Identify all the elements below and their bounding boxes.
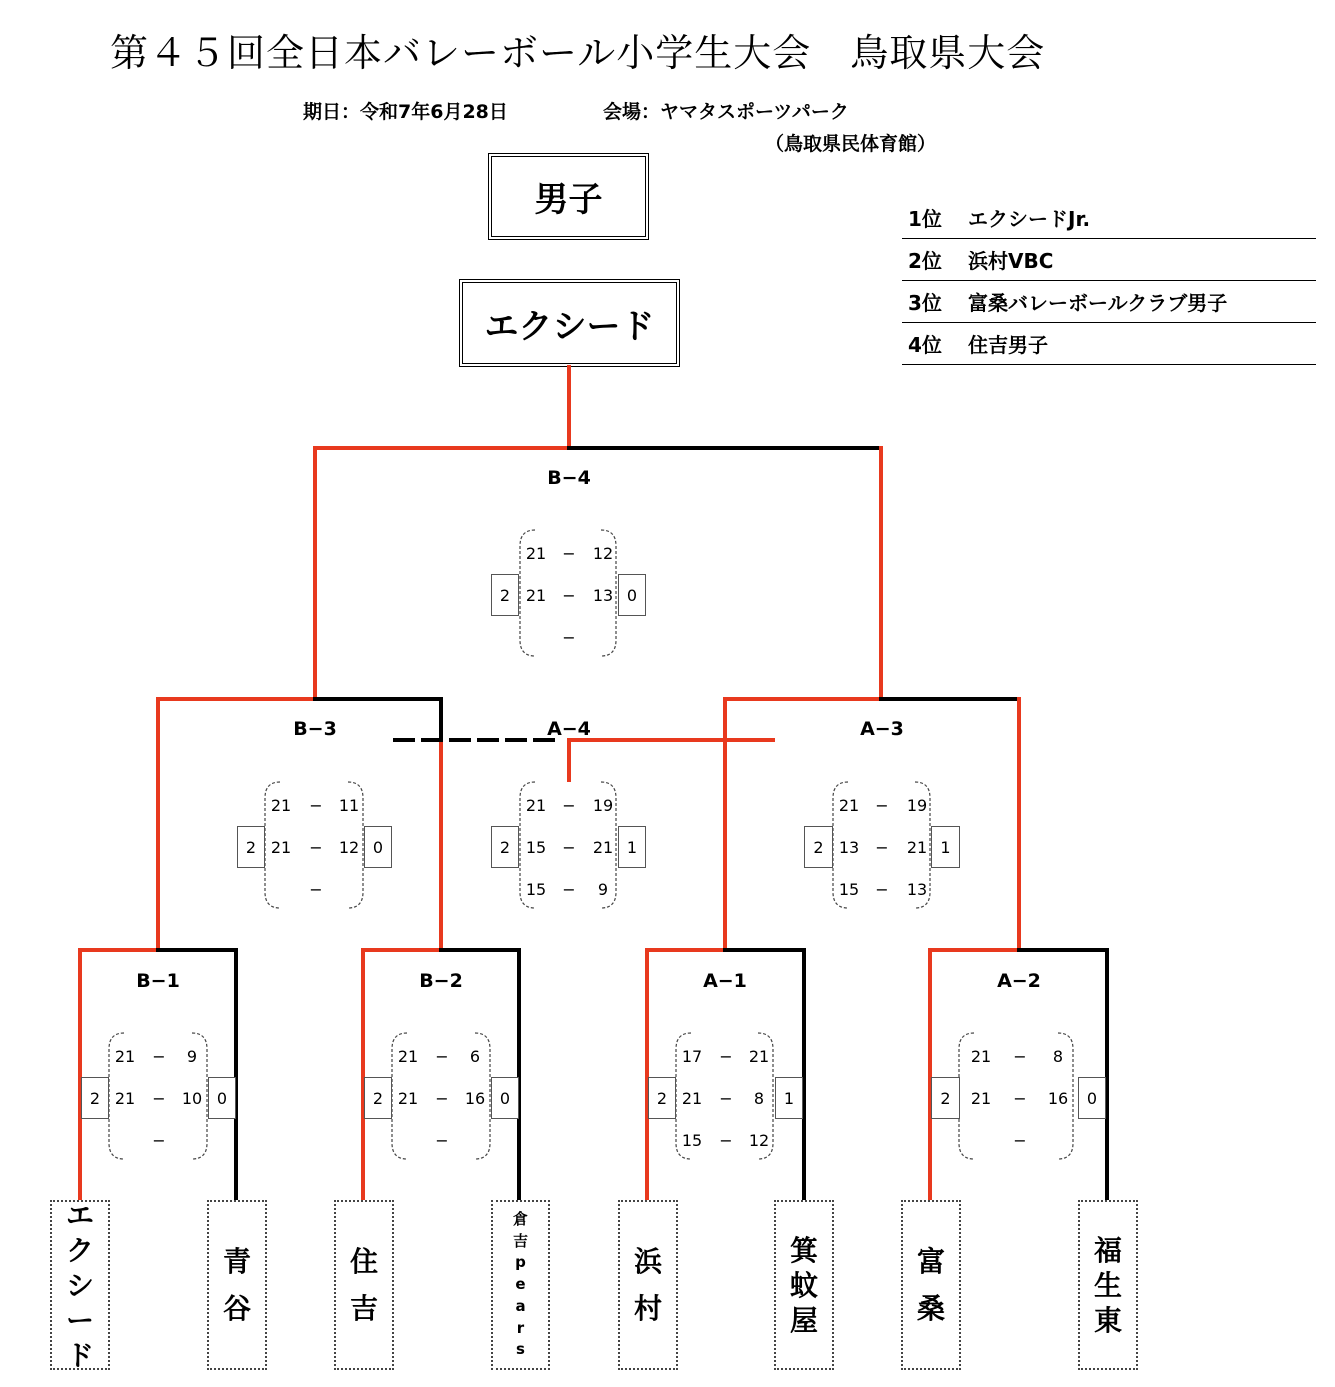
team-name-char: 青 bbox=[222, 1245, 251, 1278]
event-venue-sub: （鳥取県民体育館） bbox=[765, 133, 937, 155]
set-score-left: 21 bbox=[114, 1047, 136, 1066]
score-dash: − bbox=[152, 1089, 166, 1108]
team-name-char: ド bbox=[65, 1338, 94, 1372]
score-dash: − bbox=[435, 1131, 449, 1150]
team-box bbox=[491, 1200, 550, 1370]
set-score-right: 6 bbox=[469, 1047, 481, 1066]
set-score-right: 13 bbox=[906, 880, 928, 899]
score-dash: − bbox=[1013, 1131, 1027, 1150]
sets-won-right: 1 bbox=[775, 1077, 803, 1119]
sets-won-right: 1 bbox=[618, 826, 646, 868]
sets-won-left: 2 bbox=[81, 1077, 109, 1119]
team-box bbox=[618, 1200, 678, 1370]
ranking-team: 浜村VBC bbox=[968, 249, 1054, 273]
team-box bbox=[1078, 1200, 1138, 1370]
sets-won-right: 0 bbox=[618, 574, 646, 616]
set-score-left: 21 bbox=[525, 544, 547, 563]
team-name-char: 蚊 bbox=[789, 1268, 818, 1302]
division-box: 男子 bbox=[488, 153, 649, 240]
team-name-char: a bbox=[515, 1296, 526, 1315]
score-dash: − bbox=[152, 1131, 166, 1150]
set-score-right: 9 bbox=[186, 1047, 198, 1066]
score-dash: − bbox=[562, 796, 576, 815]
ranking-team: エクシードJr. bbox=[968, 207, 1091, 231]
team-name-char: エ bbox=[65, 1198, 94, 1232]
match-label: B−2 bbox=[419, 970, 463, 992]
sets-won-left: 2 bbox=[237, 826, 265, 868]
event-date: 期日：令和7年6月28日 bbox=[303, 101, 508, 123]
ranking-position: 1位 bbox=[908, 207, 942, 231]
team-name-char: 住 bbox=[349, 1245, 378, 1278]
set-score-left: 15 bbox=[525, 880, 547, 899]
set-score-left: 21 bbox=[838, 796, 860, 815]
team-name-char: 桑 bbox=[916, 1292, 945, 1325]
team-name-char: 東 bbox=[1093, 1303, 1122, 1337]
set-score-right: 12 bbox=[748, 1131, 770, 1150]
set-score-right: 8 bbox=[753, 1089, 765, 1108]
sets-won-right: 1 bbox=[931, 826, 960, 868]
match-label: A−4 bbox=[547, 718, 591, 740]
sets-won-left: 2 bbox=[931, 1077, 960, 1119]
set-score-left: 15 bbox=[681, 1131, 703, 1150]
set-score-left: 21 bbox=[525, 796, 547, 815]
sets-won-left: 2 bbox=[804, 826, 833, 868]
team-name-char: 屋 bbox=[789, 1303, 818, 1337]
bracket-line-winner bbox=[315, 367, 569, 699]
champion-box: エクシード bbox=[459, 279, 680, 367]
match-label: B−4 bbox=[547, 467, 591, 489]
score-dash: − bbox=[719, 1047, 733, 1066]
team-box bbox=[50, 1200, 110, 1370]
team-name-char: ク bbox=[65, 1233, 94, 1267]
score-dash: − bbox=[435, 1047, 449, 1066]
set-score-right: 12 bbox=[338, 838, 360, 857]
team-name-char: e bbox=[515, 1275, 526, 1294]
team-name-char: 箕 bbox=[789, 1233, 818, 1267]
score-dash: − bbox=[435, 1089, 449, 1108]
score-dash: − bbox=[1013, 1047, 1027, 1066]
sets-won-right: 0 bbox=[364, 826, 392, 868]
sets-won-right: 0 bbox=[491, 1077, 519, 1119]
set-score-left: 17 bbox=[681, 1047, 703, 1066]
team-name-char: r bbox=[516, 1318, 525, 1337]
score-dash: − bbox=[562, 838, 576, 857]
set-score-left: 15 bbox=[525, 838, 547, 857]
sets-won-right: 0 bbox=[208, 1077, 236, 1119]
score-dash: − bbox=[309, 880, 323, 899]
ranking-position: 2位 bbox=[908, 249, 942, 273]
ranking-position: 4位 bbox=[908, 333, 942, 357]
event-venue: 会場：ヤマタスポーツパーク bbox=[603, 101, 849, 123]
page-title: 第４５回全日本バレーボール小学生大会 鳥取県大会 bbox=[110, 31, 1046, 75]
score-dash: − bbox=[562, 628, 576, 647]
score-dash: − bbox=[152, 1047, 166, 1066]
team-name-char: 浜 bbox=[633, 1245, 662, 1278]
set-score-right: 11 bbox=[338, 796, 360, 815]
set-score-left: 21 bbox=[397, 1047, 419, 1066]
score-dash: − bbox=[1013, 1089, 1027, 1108]
bracket-line-winner bbox=[569, 740, 773, 780]
set-score-right: 16 bbox=[464, 1089, 486, 1108]
set-score-left: 21 bbox=[397, 1089, 419, 1108]
team-box bbox=[774, 1200, 834, 1370]
ranking-team: 住吉男子 bbox=[968, 333, 1048, 357]
score-dash: − bbox=[875, 838, 889, 857]
team-name-char: 吉 bbox=[512, 1231, 528, 1250]
score-dash: − bbox=[562, 880, 576, 899]
match-label: A−2 bbox=[997, 970, 1041, 992]
sets-won-left: 2 bbox=[491, 574, 519, 616]
team-name-char: 村 bbox=[633, 1292, 662, 1325]
team-box bbox=[901, 1200, 961, 1370]
sets-won-left: 2 bbox=[491, 826, 519, 868]
match-label: A−1 bbox=[703, 970, 747, 992]
set-score-right: 16 bbox=[1047, 1089, 1069, 1108]
set-score-right: 13 bbox=[592, 586, 614, 605]
team-name-char: p bbox=[515, 1253, 526, 1272]
sets-won-left: 2 bbox=[648, 1077, 676, 1119]
set-score-left: 13 bbox=[838, 838, 860, 857]
team-box bbox=[207, 1200, 267, 1370]
team-name-char: 谷 bbox=[222, 1292, 251, 1325]
set-score-right: 21 bbox=[592, 838, 614, 857]
set-score-left: 15 bbox=[838, 880, 860, 899]
team-name-char: 福 bbox=[1093, 1233, 1122, 1267]
score-dash: − bbox=[309, 796, 323, 815]
score-dash: − bbox=[875, 880, 889, 899]
set-score-left: 21 bbox=[681, 1089, 703, 1108]
match-label: A−3 bbox=[860, 718, 904, 740]
set-score-right: 19 bbox=[592, 796, 614, 815]
set-score-left: 21 bbox=[970, 1047, 992, 1066]
score-dash: − bbox=[562, 586, 576, 605]
team-name-char: ー bbox=[65, 1303, 94, 1337]
score-dash: − bbox=[719, 1131, 733, 1150]
set-score-left: 21 bbox=[270, 796, 292, 815]
team-box bbox=[334, 1200, 394, 1370]
score-dash: − bbox=[719, 1089, 733, 1108]
team-name-char: シ bbox=[65, 1268, 94, 1302]
set-score-right: 21 bbox=[748, 1047, 770, 1066]
team-name-char: 富 bbox=[916, 1245, 945, 1278]
set-score-left: 21 bbox=[270, 838, 292, 857]
ranking-team: 富桑バレーボールクラブ男子 bbox=[968, 291, 1228, 315]
set-score-right: 9 bbox=[597, 880, 609, 899]
ranking-position: 3位 bbox=[908, 291, 942, 315]
set-score-left: 21 bbox=[525, 586, 547, 605]
sets-won-right: 0 bbox=[1078, 1077, 1106, 1119]
team-name-char: 倉 bbox=[512, 1209, 528, 1228]
team-name-char: 生 bbox=[1093, 1268, 1122, 1302]
team-name-char: 吉 bbox=[349, 1292, 378, 1325]
match-label: B−1 bbox=[136, 970, 180, 992]
match-label: B−3 bbox=[293, 718, 337, 740]
sets-won-left: 2 bbox=[364, 1077, 392, 1119]
set-score-left: 21 bbox=[970, 1089, 992, 1108]
set-score-right: 8 bbox=[1052, 1047, 1064, 1066]
set-score-right: 21 bbox=[906, 838, 928, 857]
set-score-right: 12 bbox=[592, 544, 614, 563]
team-name-char: s bbox=[516, 1340, 525, 1359]
set-score-right: 19 bbox=[906, 796, 928, 815]
score-dash: − bbox=[562, 544, 576, 563]
set-score-left: 21 bbox=[114, 1089, 136, 1108]
score-dash: − bbox=[875, 796, 889, 815]
set-score-right: 10 bbox=[181, 1089, 203, 1108]
score-dash: − bbox=[309, 838, 323, 857]
